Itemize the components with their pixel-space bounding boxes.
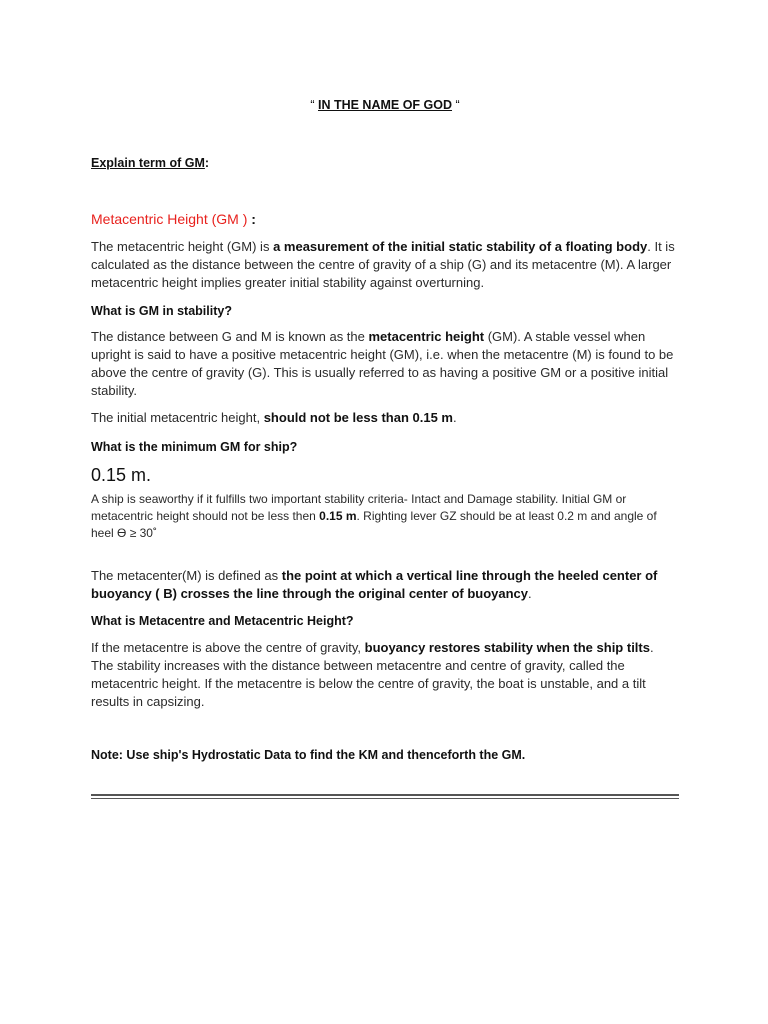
question-metacentre: What is Metacentre and Metacentric Height? [91, 614, 354, 628]
question-gm-stability: What is GM in stability? [91, 304, 232, 318]
title-close-quote: “ [452, 98, 460, 112]
para6-text-a: If the metacentre is above the centre of gravity, [91, 640, 365, 655]
title-text: IN THE NAME OF GOD [317, 98, 453, 112]
para1-text-a: The metacentric height (GM) is [91, 239, 274, 254]
paragraph-buoyancy [91, 639, 679, 711]
explain-label: Explain term of GM [91, 156, 205, 170]
para6-text-c: . The stability increases with the distance between metacentre and centre of gravity, called the metacentric height. If the metacentre is below the centre of gravity, the boat is unstable, and a tilt results in capsizing. [91, 640, 654, 709]
para4-text-a: A ship is seaworthy if it fulfills two important stability criteria- Intact and Damage stability. Initial GM or metacentric height should not be less then [91, 492, 627, 523]
para4-bold: 0.15 m [319, 509, 357, 523]
metacentric-heading-colon: : [251, 211, 256, 227]
double-rule-divider [91, 794, 679, 799]
para3-bold: should not be less than 0.15 m [263, 410, 453, 425]
para5-bold: the point at which a vertical line through the heeled center of buoyancy ( B) crosses the line through the original center of buoyancy [91, 568, 658, 601]
para3-text-c: . [452, 410, 457, 425]
paragraph-initial-gm [91, 409, 679, 427]
para4-text-c: . Righting lever GZ should be at least 0.2 m and angle of heel ϴ ≥ 30˚ [91, 509, 657, 540]
page-title [91, 98, 679, 112]
title-open-quote: “ [310, 98, 318, 112]
metacentric-heading-text: Metacentric Height (GM ) [91, 211, 252, 227]
para2-bold: metacentric height [368, 329, 485, 344]
para2-text-c: (GM). A stable vessel when upright is said to have a positive metacentric height (GM), i.e. when the metacentre (M) is found to be above the centre of gravity (G). This is usually referred to as having a positive GM or a positive initial stability. [91, 329, 674, 398]
metacentric-height-heading [91, 211, 256, 227]
paragraph-definition [91, 238, 679, 292]
para1-text-c: . It is calculated as the distance between the centre of gravity of a ship (G) and its metacentre (M). A larger metacentric height implies greater initial stability against overturning. [91, 239, 675, 290]
explain-colon: : [204, 156, 210, 170]
para3-text-a: The initial metacentric height, [91, 410, 264, 425]
para5-text-c: . [528, 586, 532, 601]
para5-text-a: The metacenter(M) is defined as [91, 568, 282, 583]
para6-bold: buoyancy restores stability when the ship tilts [364, 640, 650, 655]
paragraph-gm-distance [91, 328, 679, 400]
paragraph-metacenter-definition [91, 567, 679, 603]
para2-text-a: The distance between G and M is known as the [91, 329, 369, 344]
paragraph-seaworthy [91, 491, 679, 542]
question-minimum-gm: What is the minimum GM for ship? [91, 440, 298, 454]
explain-heading [91, 156, 209, 170]
note-hydrostatic: Note: Use ship's Hydrostatic Data to find the KM and thenceforth the GM. [91, 748, 526, 762]
answer-value: 0.15 m. [91, 465, 152, 485]
para1-bold: a measurement of the initial static stability of a floating body [273, 239, 648, 254]
